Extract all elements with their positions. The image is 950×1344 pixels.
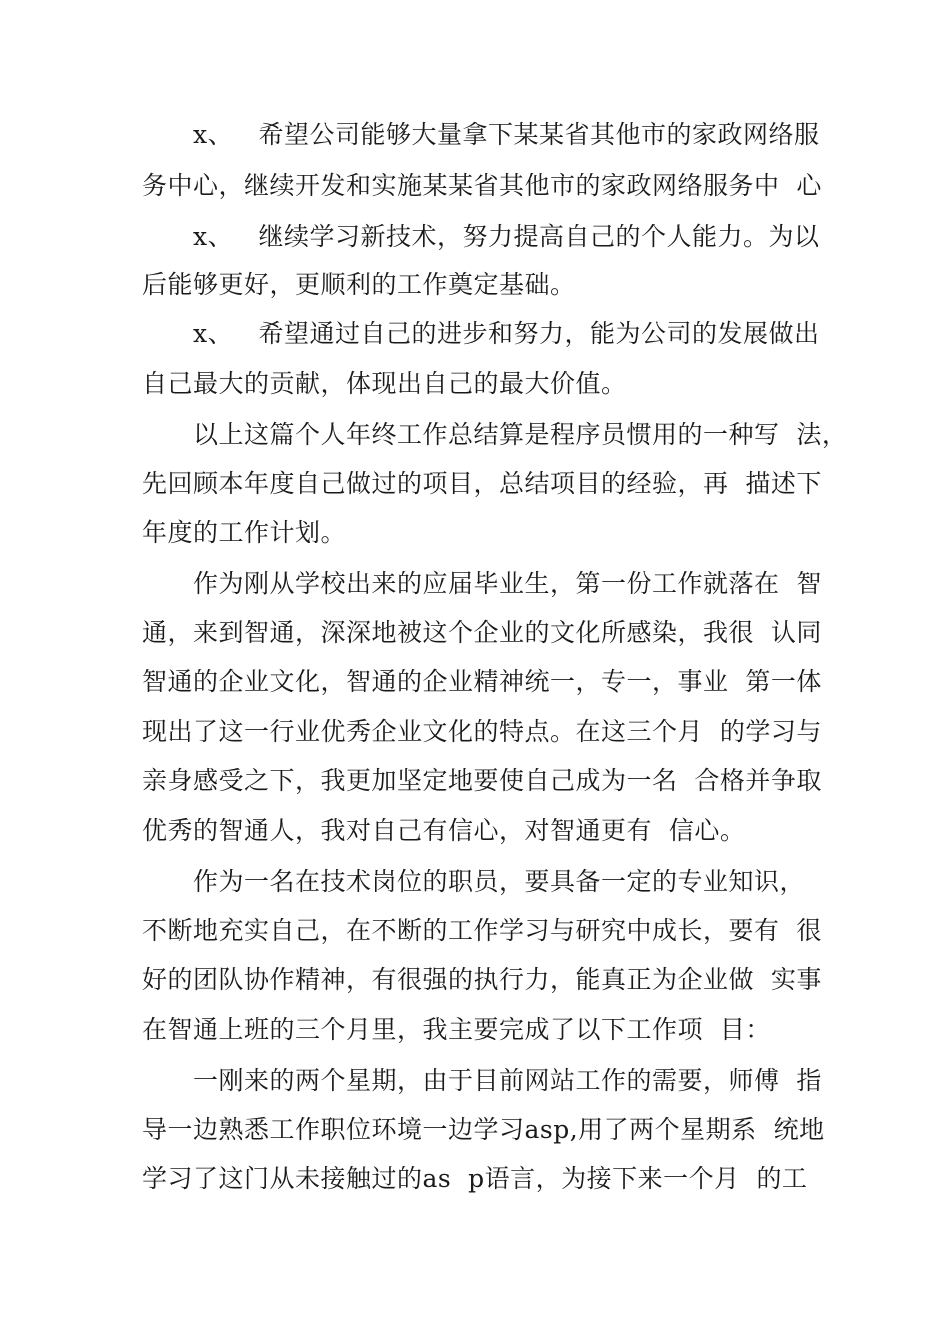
text-line: 自己最大的贡献，体现出自己的最大价值。 — [142, 369, 627, 398]
text-line: 作为刚从学校出来的应届毕业生，第一份工作就落在 智 — [193, 569, 822, 598]
text-line: 作为一名在技术岗位的职员，要具备一定的专业知识， — [193, 867, 806, 896]
text-line: 通，来到智通，深深地被这个企业的文化所感染，我很 认同 — [142, 618, 822, 647]
text-line: 现出了这一行业优秀企业文化的特点。在这三个月 的学习与 — [142, 717, 822, 746]
text-line: 智通的企业文化，智通的企业精神统一，专一，事业 第一体 — [142, 667, 822, 696]
text-line: 一刚来的两个星期，由于目前网站工作的需要，师傅 指 — [193, 1066, 822, 1095]
text-line: 好的团队协作精神，有很强的执行力，能真正为企业做 实事 — [142, 965, 822, 994]
text-line: 在智通上班的三个月里，我主要完成了以下工作项 目： — [142, 1015, 771, 1044]
text-line: 年度的工作计划。 — [142, 518, 347, 547]
text-line: 优秀的智通人，我对自己有信心，对智通更有 信心。 — [142, 816, 746, 845]
text-line: 亲身感受之下，我更加坚定地要使自己成为一名 合格并争取 — [142, 766, 822, 795]
text-line: 导一边熟悉工作职位环境一边学习asp,用了两个星期系 统地 — [142, 1115, 825, 1144]
text-line: 不断地充实自己，在不断的工作学习与研究中成长，要有 很 — [142, 916, 822, 945]
text-line: 学习了这门从未接触过的as p语言，为接下来一个月 的工 — [142, 1164, 808, 1193]
text-line: 务中心，继续开发和实施某某省其他市的家政网络服务中 心 — [142, 171, 822, 200]
text-line: x、 继续学习新技术，努力提高自己的个人能力。为以 — [193, 222, 820, 251]
text-line: 先回顾本年度自己做过的项目，总结项目的经验，再 描述下 — [142, 469, 822, 498]
text-line: x、 希望公司能够大量拿下某某省其他市的家政网络服 — [193, 120, 820, 149]
text-line: 后能够更好，更顺利的工作奠定基础。 — [142, 270, 576, 299]
text-line: x、 希望通过自己的进步和努力，能为公司的发展做出 — [193, 319, 820, 348]
text-line: 以上这篇个人年终工作总结算是程序员惯用的一种写 法， — [193, 420, 848, 449]
